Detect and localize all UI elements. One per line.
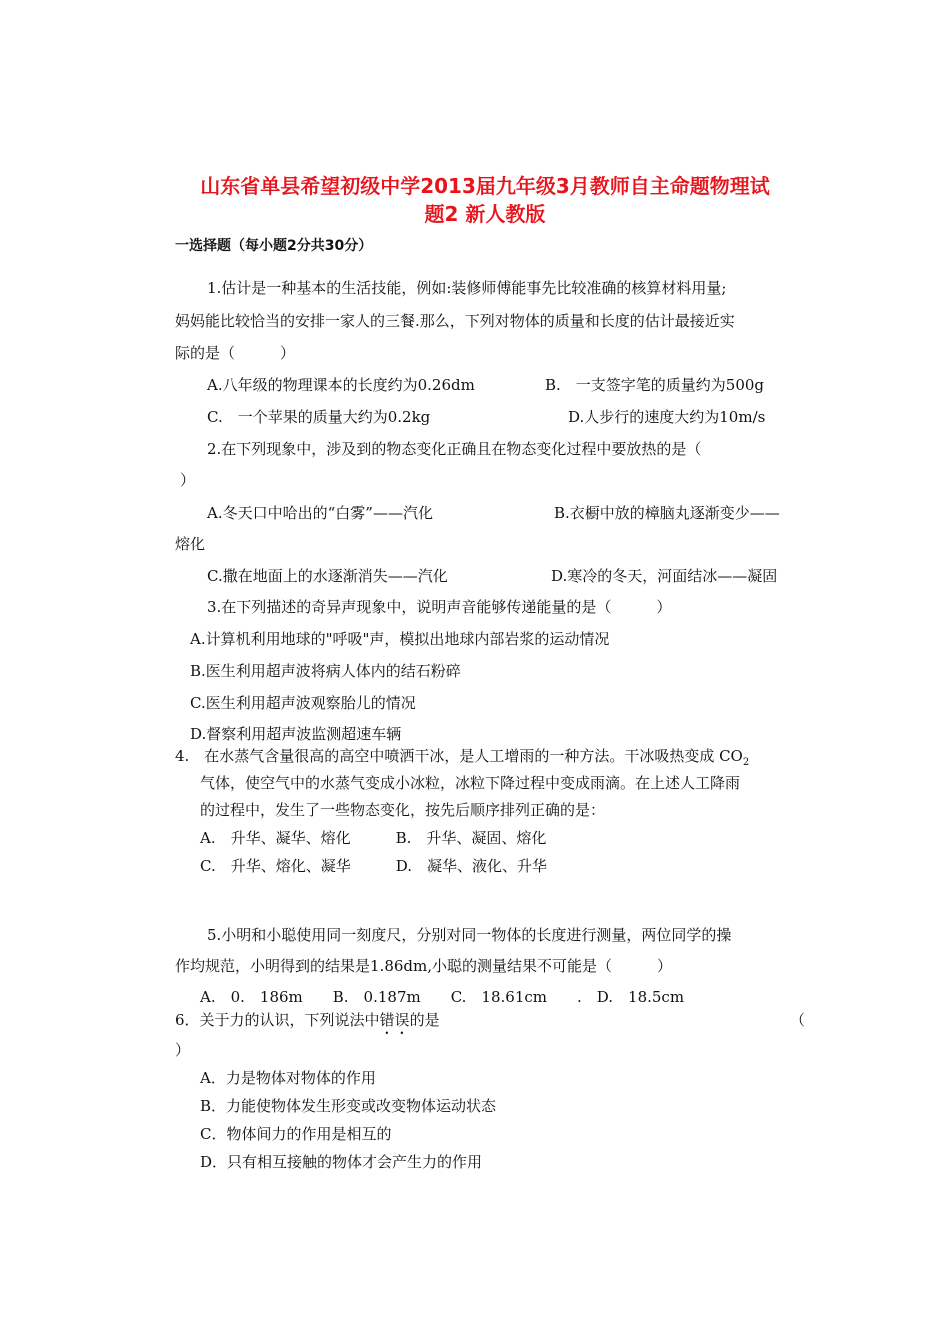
q3-option-a: A.计算机利用地球的"呼吸"声，模拟出地球内部岩浆的运动情况 [190,630,610,648]
q1-line-1: 1.估计是一种基本的生活技能，例如:装修师傅能事先比较准确的核算材料用量; [207,279,727,297]
q3-line-1: 3.在下列描述的奇异声现象中，说明声音能够传递能量的是（ ） [207,598,672,616]
q2-line-2: ） [180,471,196,489]
q4-options-cd: C. 升华、熔化、凝华 D. 凝华、液化、升华 [200,857,547,875]
q6-line-1 [175,1010,440,1038]
q2-line-1: 2.在下列现象中，涉及到的物态变化正确且在物态变化过程中要放热的是（ [207,440,702,458]
q3-option-b: B.医生利用超声波将病人体内的结石粉碎 [190,662,461,680]
q2-option-a: A.冬天口中哈出的“白雾”——汽化 [207,504,433,522]
q1-option-b: B. 一支签字笔的质量约为500g [545,376,765,394]
q6-option-b: B．力能使物体发生形变或改变物体运动状态 [200,1097,497,1115]
q2-option-b: B.衣橱中放的樟脑丸逐渐变少—— [554,504,780,522]
q1-line-2: 妈妈能比较恰当的安排一家人的三餐.那么，下列对物体的质量和长度的估计最接近实 [175,312,735,330]
q1-line-3: 际的是（ ） [175,344,296,362]
q1-option-a: A.八年级的物理课本的长度约为0.26dm [207,376,475,394]
document-title-line-2: 题2 新人教版 [424,202,546,226]
q4-line-1-text: 4. 在水蒸气含量很高的高空中喷洒干冰，是人工增雨的一种方法。干冰吸热变成 CO [175,747,743,765]
q5-line-2: 作均规范，小明得到的结果是1.86dm,小聪的测量结果不可能是（ ） [175,957,672,975]
q3-option-d: D.督察利用超声波监测超速车辆 [190,725,402,743]
q2-option-c: C.撒在地面上的水逐渐消失——汽化 [207,567,448,585]
q4-options-ab: A. 升华、凝华、熔化 B. 升华、凝固、熔化 [200,829,547,847]
q6-option-c: C．物体间力的作用是相互的 [200,1125,392,1143]
q6-stem-text: 6．关于力的认识，下列说法中 [175,1011,380,1029]
q4-line-1 [175,746,749,773]
q5-line-1: 5.小明和小聪使用同一刻度尺，分别对同一物体的长度进行测量，两位同学的操 [207,926,732,944]
q1-option-d: D.人步行的速度大约为10m/s [568,408,766,426]
q6-option-d: D．只有相互接触的物体才会产生力的作用 [200,1153,483,1171]
q6-paren-open: （ [790,1011,806,1029]
q6-option-a: A．力是物体对物体的作用 [200,1069,376,1087]
q6-stem-text-end: 的是 [409,1011,440,1029]
q5-options: A. 0. 186m B. 0.187m C. 18.61cm . D. 18.5cm [200,988,685,1006]
q6-emphasis-word: 错误 [379,1011,410,1029]
q6-paren-close: ） [175,1041,191,1059]
document-title-line-1: 山东省单县希望初级中学2013届九年级3月教师自主命题物理试 [200,174,770,198]
q3-option-c: C.医生利用超声波观察胎儿的情况 [190,694,416,712]
q4-line-2: 气体，使空气中的水蒸气变成小冰粒，冰粒下降过程中变成雨滴。在上述人工降雨 [200,774,741,792]
q2-option-b-cont: 熔化 [175,535,206,553]
q4-line-3: 的过程中，发生了一些物态变化，按先后顺序排列正确的是： [200,801,606,819]
section-heading: 一选择题（每小题2分共30分） [175,238,373,254]
q1-option-c: C. 一个苹果的质量大约为0.2kg [207,408,431,426]
q2-option-d: D.寒冷的冬天，河面结冰——凝固 [551,567,778,585]
q4-co2-subscript: 2 [742,757,750,768]
